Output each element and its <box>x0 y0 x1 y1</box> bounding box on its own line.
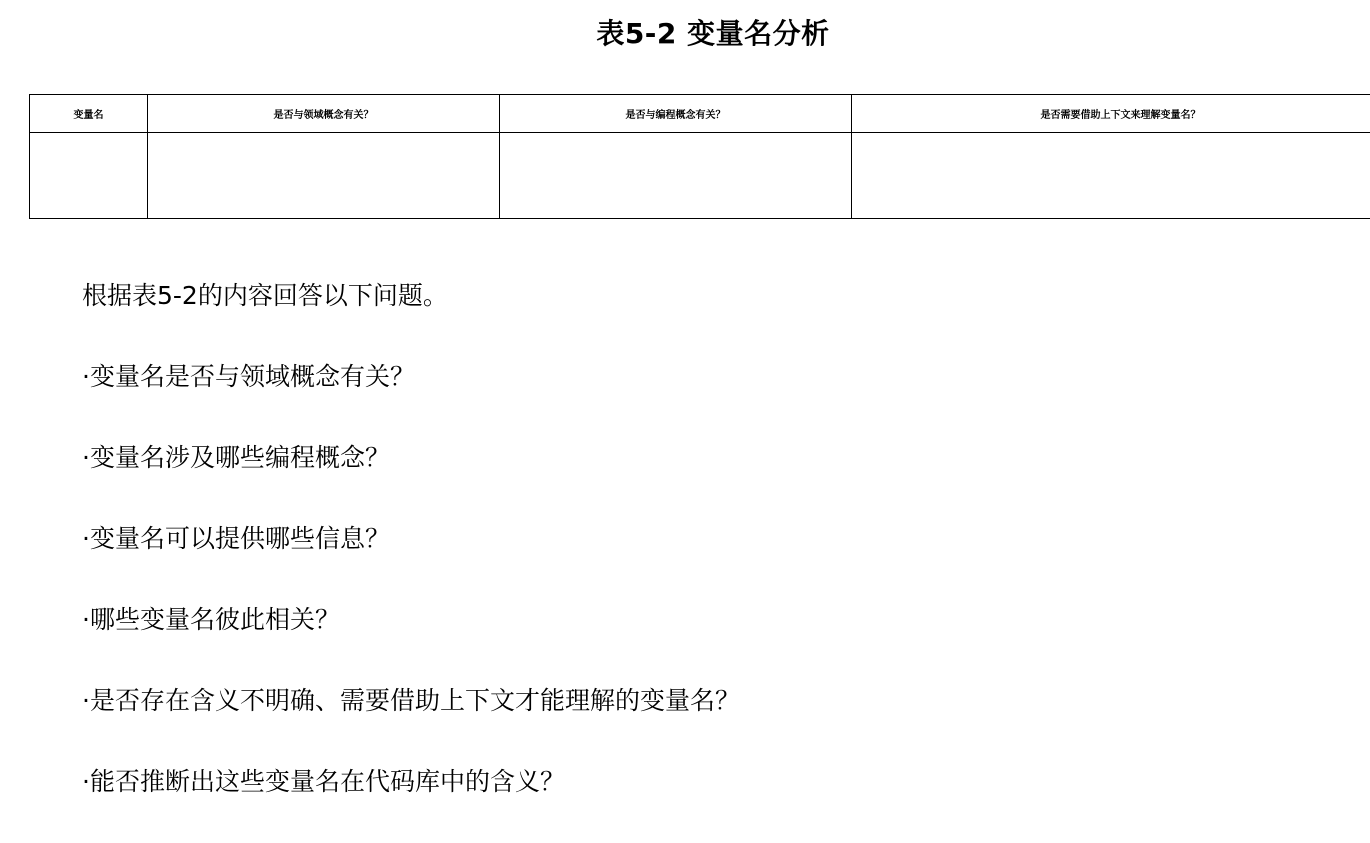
page-title: 表5-2 变量名分析 <box>0 14 1370 54</box>
header-needs-context: 是否需要借助上下文来理解变量名？ <box>852 95 1370 133</box>
table-cell <box>500 133 852 219</box>
question-item: ·能否推断出这些变量名在代码库中的含义？ <box>82 762 1332 802</box>
intro-text: 根据表5-2的内容回答以下问题。 <box>82 276 1332 316</box>
header-domain-concept: 是否与领域概念有关？ <box>148 95 500 133</box>
question-list <box>82 276 1332 843</box>
table-cell <box>852 133 1370 219</box>
table-row <box>30 133 1370 219</box>
header-programming-concept: 是否与编程概念有关？ <box>500 95 852 133</box>
question-item: ·是否存在含义不明确、需要借助上下文才能理解的变量名？ <box>82 681 1332 721</box>
table-header-row <box>30 95 1370 133</box>
table-cell <box>148 133 500 219</box>
question-item: ·哪些变量名彼此相关？ <box>82 600 1332 640</box>
question-item: ·变量名涉及哪些编程概念？ <box>82 438 1332 478</box>
question-item: ·变量名是否与领域概念有关？ <box>82 357 1332 397</box>
question-item: ·变量名可以提供哪些信息？ <box>82 519 1332 559</box>
variable-analysis-table <box>29 94 1370 219</box>
table-cell <box>30 133 148 219</box>
header-variable-name: 变量名 <box>30 95 148 133</box>
